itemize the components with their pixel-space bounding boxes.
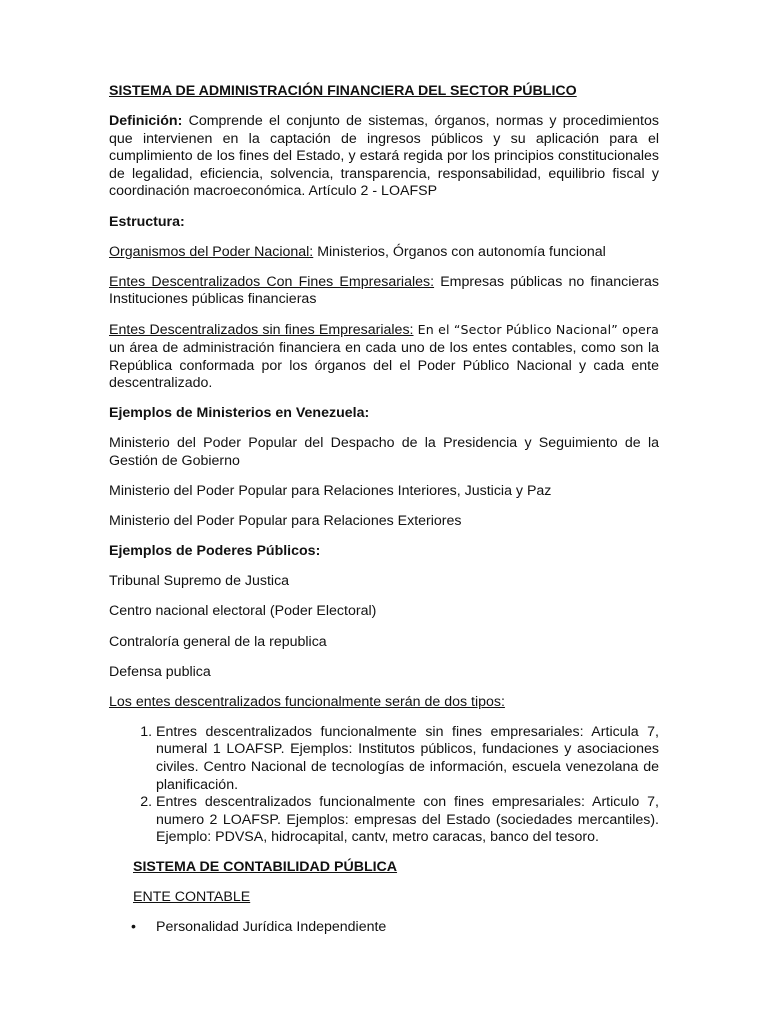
tipos-list [109,724,659,847]
ministerio-item: Ministerio del Poder Popular para Relaciones Exteriores [109,513,462,530]
entes-sin-fines-paragraph [109,321,659,392]
tipo-list-item: 1. Entres descentralizados funcionalmente sin fines empresariales: Articula 7, numeral 1 LOAFSP. Ejemplos: Institutos públicos, fundaciones y asociaciones civiles. Centro Nacional de tecnologías de información, escuela venezolana de planificación. [156,724,659,794]
entes-sin-fines-label: Entes Descentralizados sin fines Empresariales: [109,322,414,339]
tipos-heading: Los entes descentralizados funcionalmente serán de dos tipos: [109,693,505,710]
organismos-text: Ministerios, Órganos con autonomía funcional [317,243,606,260]
tipo-list-item: 2. Entres descentralizados funcionalmente con fines empresariales: Articulo 7, numero 2 LOAFSP. Ejemplos: empresas del Estado (sociedades mercantiles). Ejemplo: PDVSA, hidrocapital, cantv, metro caracas, banco del tesoro. [156,794,659,847]
poder-item: Defensa publica [109,663,211,680]
bullet-symbol: • [131,919,136,936]
contabilidad-heading: SISTEMA DE CONTABILIDAD PÚBLICA [133,859,398,875]
bullet-text: Personalidad Jurídica Independiente [156,919,387,936]
entes-con-fines-label: Entes Descentralizados Con Fines Empresariales: [109,273,435,290]
ministerios-heading: Ejemplos de Ministerios en Venezuela: [109,405,370,422]
organismos-label: Organismos del Poder Nacional: [109,243,314,260]
entes-con-fines-text: Empresas públicas no financieras Instituciones públicas financieras [109,273,659,308]
entes-sin-fines-text-b: un área de administración financiera en cada uno de los entes contables, como son la República conformada por los órganos del el Poder Público Nacional y cada ente descentralizado. [109,340,659,392]
ministerio-item: Ministerio del Poder Popular para Relaciones Interiores, Justicia y Paz [109,483,552,500]
poder-item: Contraloría general de la republica [109,633,327,650]
entes-con-fines-paragraph [109,274,659,309]
entes-sin-fines-text-a: En el “Sector Público Nacional” opera [417,322,659,338]
poderes-heading: Ejemplos de Poderes Públicos: [109,543,321,560]
definition-paragraph [109,113,659,201]
poder-item: Tribunal Supremo de Justica [109,573,290,590]
ente-contable-subheading: ENTE CONTABLE [133,889,251,906]
poder-item: Centro nacional electoral (Poder Electoral) [109,603,377,620]
structure-heading: Estructura: [109,213,185,230]
document-title: SISTEMA DE ADMINISTRACIÓN FINANCIERA DEL SECTOR PÚBLICO [109,83,577,99]
definition-label: Definición: [109,113,183,130]
definition-text: Comprende el conjunto de sistemas, órganos, normas y procedimientos que intervienen en la captación de ingresos públicos y su aplicación para el cumplimiento de los fines del Estado, y estará regida por los principios constitucionales de legalidad, eficiencia, solvencia, transparencia, responsabilidad, equilibrio fiscal y coordinación macroeconómica. Artículo 2 - LOAFSP [109,113,659,200]
organismos-paragraph [109,244,659,262]
bullet-list-item [131,919,659,937]
ministerio-item: Ministerio del Poder Popular del Despacho de la Presidencia y Seguimiento de la Gestión de Gobierno [109,435,659,469]
